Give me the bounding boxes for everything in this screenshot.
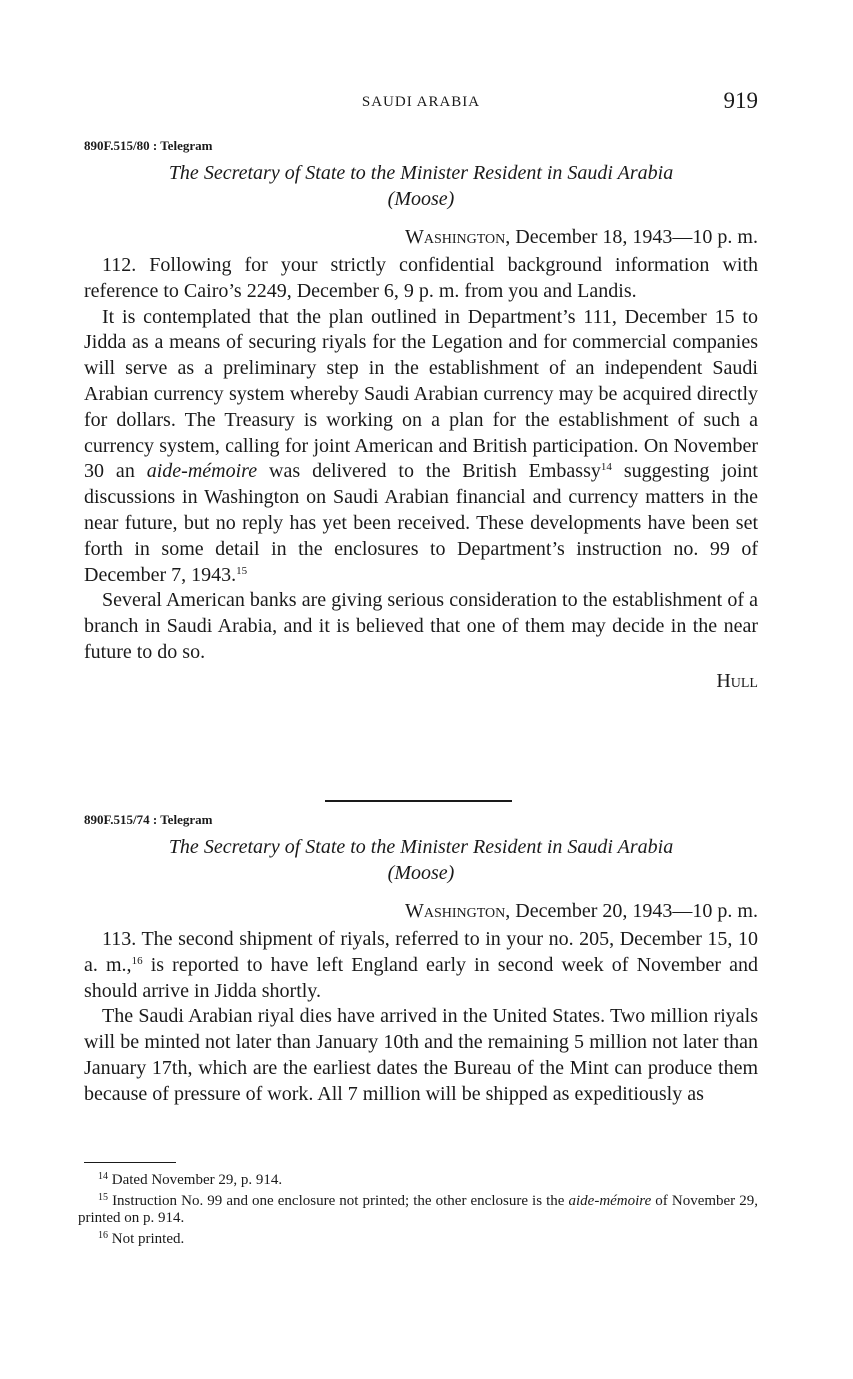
paragraph: 112. Following for your strictly confidential background information with reference to Cairo’s 2249, December 6, 9 p. m. from you and Landis. xyxy=(84,254,758,302)
footnote-mark: 16 xyxy=(98,1230,108,1241)
text-run: It is contemplated that the plan outlined in Department’s 111, December 15 to Jidda as a means of securing riyals for the Legation and for commercial companies will serve as a preliminary step in the establishment of an independent Saudi Arabian currency system whereby Saudi Arabian currency may be acquired directly for dollars. The Treasury is working on a plan for the establishment of such a currency system, calling for joint American and British participation. On November 30 an xyxy=(84,305,758,483)
paragraph: The Saudi Arabian riyal dies have arrived in the United States. Two million riyals will be minted not later than January 10th and the remaining 5 million not later than January 17th, which are the earliest dates the Bureau of the Mint can produce them because of pressure of work. All 7 million will be shipped as expeditiously as xyxy=(84,1005,758,1105)
dateline-time: December 20, 1943—10 p. m. xyxy=(510,900,758,922)
footnote xyxy=(78,1227,758,1248)
dateline-time: December 18, 1943—10 p. m. xyxy=(510,226,758,248)
title-line: The Secretary of State to the Minister Resident in Saudi Arabia xyxy=(168,162,674,184)
footnote-divider xyxy=(84,1162,176,1163)
footnote xyxy=(78,1189,758,1227)
footnote xyxy=(78,1168,758,1189)
footnote-text: of November 29, printed on p. 914. xyxy=(78,1193,758,1226)
running-head: SAUDI ARABIA xyxy=(361,94,481,110)
text-run: is reported to have left England early in second week of November and should arrive in Jidda shortly. xyxy=(84,953,758,1002)
footnote-ref: 15 xyxy=(236,564,248,577)
text-run: suggesting joint discussions in Washington on Saudi Arabian financial and currency matters in the near future, but no reply has yet been received. These developments have been set forth in some detail in the enclosures to Department’s instruction no. 99 of December 7, 1943. xyxy=(84,460,758,586)
document-title xyxy=(84,834,758,886)
footnote-text: Not printed. xyxy=(111,1231,185,1247)
footnote-mark: 15 xyxy=(98,1192,108,1203)
file-reference: 890F.515/74 : Telegram xyxy=(84,812,213,827)
footnote-mark: 14 xyxy=(98,1171,108,1182)
footnote-ref: 16 xyxy=(131,954,143,967)
title-addressee: (Moose) xyxy=(387,862,455,884)
page-header xyxy=(84,88,758,120)
signature: Hull xyxy=(716,669,758,692)
paragraph xyxy=(84,927,758,1004)
paragraph: Several American banks are giving serious consideration to the establishment of a branch in Saudi Arabia, and it is believed that one of them may decide in the near future to do so. xyxy=(84,589,758,663)
footnotes xyxy=(78,1168,758,1248)
title-line: The Secretary of State to the Minister Resident in Saudi Arabia xyxy=(168,836,674,858)
dateline xyxy=(84,900,758,923)
dateline-place: Washington, xyxy=(404,226,511,248)
footnote-text: Instruction No. 99 and one enclosure not printed; the other enclosure is the xyxy=(112,1193,569,1209)
paragraph xyxy=(84,305,758,589)
footnote-ref: 14 xyxy=(600,461,612,474)
text-run: 113. The second shipment of riyals, referred to in your no. 205, December 15, 10 a. m., xyxy=(84,928,758,976)
document-title xyxy=(84,160,758,212)
italic-term: aide-mémoire xyxy=(568,1193,652,1209)
italic-term: aide-mémoire xyxy=(146,460,258,483)
page-number: 919 xyxy=(723,88,758,113)
section-divider xyxy=(325,800,512,802)
footnote-text: Dated November 29, p. 914. xyxy=(111,1172,283,1188)
file-reference: 890F.515/80 : Telegram xyxy=(84,138,213,153)
dateline-place: Washington, xyxy=(404,900,511,922)
dateline xyxy=(84,226,758,249)
title-addressee: (Moose) xyxy=(387,188,455,210)
telegram-112 xyxy=(84,138,758,693)
text-run: was delivered to the British Embassy xyxy=(257,460,601,483)
telegram-113 xyxy=(84,812,758,1108)
